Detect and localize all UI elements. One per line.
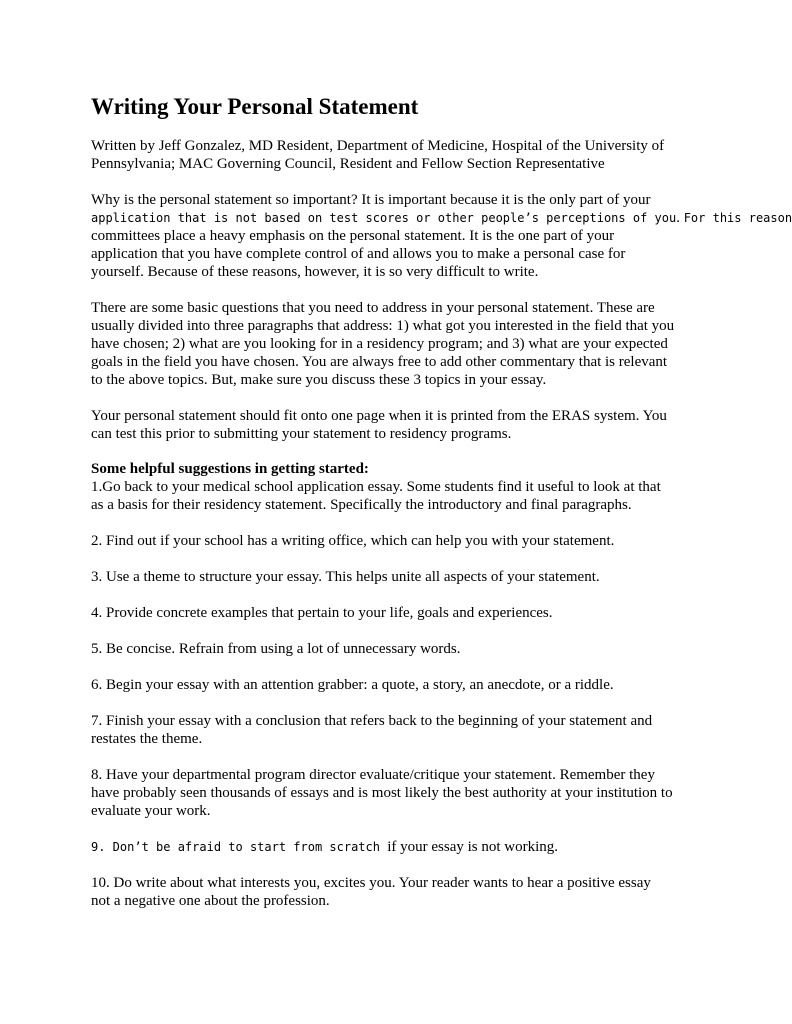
suggestion-8-line: have probably seen thousands of essays and is most likely the best authority at your institution to xyxy=(91,785,673,801)
byline-line: Written by Jeff Gonzalez, MD Resident, Department of Medicine, Hospital of the University of xyxy=(91,138,665,154)
suggestion-4-line: 4. Provide concrete examples that pertain to your life, goals and experiences. xyxy=(91,605,553,621)
suggestion-1-line: as a basis for their residency statement. Specifically the introductory and final paragraphs. xyxy=(91,497,632,513)
suggestion-9-normal-text: if your essay is not working. xyxy=(387,839,559,855)
length-line: Your personal statement should fit onto one page when it is printed from the ERAS system. You xyxy=(91,408,667,424)
intro-line: yourself. Because of these reasons, however, it is so very difficult to write. xyxy=(91,264,539,280)
questions-paragraph xyxy=(91,299,681,389)
intro-normal-text: . xyxy=(676,210,684,226)
suggestion-7-line: restates the theme. xyxy=(91,731,203,747)
questions-line: goals in the field you have chosen. You are always free to add other commentary that is relevant xyxy=(91,354,668,370)
suggestion-8 xyxy=(91,766,681,820)
document-title: Writing Your Personal Statement xyxy=(91,94,419,119)
intro-odd-tail: For this reason xyxy=(683,211,792,225)
suggestion-7-line: 7. Finish your essay with a conclusion that refers back to the beginning of your statement and xyxy=(91,713,653,729)
intro-line-mixed xyxy=(91,209,792,227)
questions-line: to the above topics. But, make sure you discuss these 3 topics in your essay. xyxy=(91,372,547,388)
suggestion-9-odd-text: 9. Don’t be afraid to start from scratch xyxy=(91,840,388,854)
questions-line: usually divided into three paragraphs that address: 1) what got you interested in the field that you xyxy=(91,318,675,334)
intro-paragraph xyxy=(91,191,792,281)
suggestion-7 xyxy=(91,712,681,748)
length-line: can test this prior to submitting your statement to residency programs. xyxy=(91,426,512,442)
suggestion-1-line: 1.Go back to your medical school application essay. Some students find it useful to look at that xyxy=(91,479,661,495)
suggestion-5 xyxy=(91,640,681,658)
suggestion-9 xyxy=(91,838,681,856)
suggestion-8-line: 8. Have your departmental program director evaluate/critique your statement. Remember they xyxy=(91,767,655,783)
intro-odd-text: application that is not based on test scores or other people’s perceptions of you xyxy=(91,211,677,225)
suggestion-9-line xyxy=(91,838,681,856)
questions-line: have chosen; 2) what are you looking for in a residency program; and 3) what are your expected xyxy=(91,336,668,352)
suggestion-3-line: 3. Use a theme to structure your essay. This helps unite all aspects of your statement. xyxy=(91,569,600,585)
suggestion-4 xyxy=(91,604,681,622)
suggestion-10-line: not a negative one about the profession. xyxy=(91,893,330,909)
suggestion-10-line: 10. Do write about what interests you, excites you. Your reader wants to hear a positive essay xyxy=(91,875,651,891)
intro-line: Why is the personal statement so important? It is important because it is the only part of your xyxy=(91,192,651,208)
intro-line: application that you have complete control of and allows you to make a personal case for xyxy=(91,246,626,262)
suggestion-6 xyxy=(91,676,681,694)
suggestions-paragraph xyxy=(91,460,681,514)
suggestion-2-line: 2. Find out if your school has a writing office, which can help you with your statement. xyxy=(91,533,615,549)
suggestion-3 xyxy=(91,568,681,586)
suggestions-heading: Some helpful suggestions in getting started: xyxy=(91,461,369,477)
suggestion-10 xyxy=(91,874,681,910)
byline-line: Pennsylvania; MAC Governing Council, Resident and Fellow Section Representative xyxy=(91,156,605,172)
suggestion-8-line: evaluate your work. xyxy=(91,803,211,819)
intro-line: committees place a heavy emphasis on the personal statement. It is the one part of your xyxy=(91,228,615,244)
suggestion-5-line: 5. Be concise. Refrain from using a lot of unnecessary words. xyxy=(91,641,461,657)
byline-paragraph xyxy=(91,137,681,173)
suggestion-2 xyxy=(91,532,681,550)
suggestion-6-line: 6. Begin your essay with an attention grabber: a quote, a story, an anecdote, or a riddle. xyxy=(91,677,614,693)
questions-line: There are some basic questions that you need to address in your personal statement. These are xyxy=(91,300,655,316)
length-paragraph xyxy=(91,407,681,443)
